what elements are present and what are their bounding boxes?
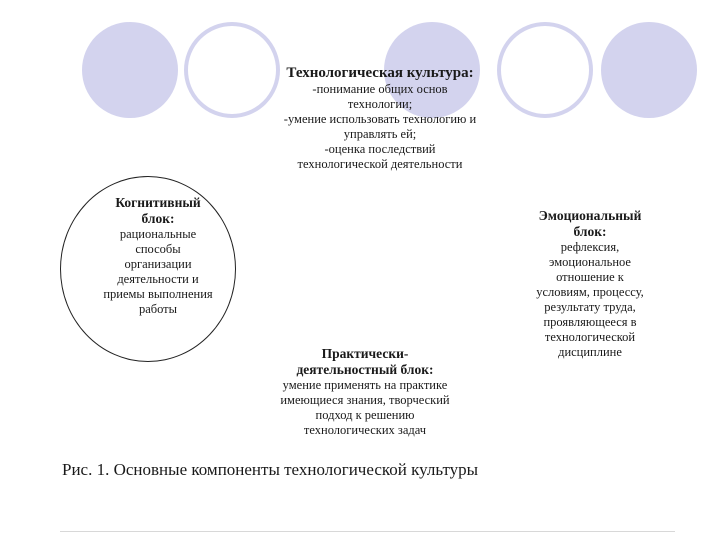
decorative-circle-5	[601, 22, 697, 118]
emotional-line: рефлексия,	[560, 240, 620, 254]
cognitive-title: Когнитивный блок:	[115, 195, 201, 226]
emotional-line: эмоциональное	[549, 255, 631, 269]
cognitive-line: работы	[138, 302, 178, 316]
emotional-block	[505, 208, 675, 360]
emotional-line: отношение к	[556, 270, 624, 284]
decorative-circle-4	[497, 22, 593, 118]
practical-line: подход к решению	[315, 408, 415, 422]
practical-line: имеющиеся знания, творческий	[280, 393, 450, 407]
cognitive-line: приемы выполнения	[103, 287, 213, 301]
technological-line: -умение использовать технологию и	[283, 112, 477, 126]
decorative-circle-1	[82, 22, 178, 118]
practical-line: технологических задач	[303, 423, 427, 437]
cognitive-line: рациональные	[119, 227, 197, 241]
emotional-title: Эмоциональный блок:	[538, 208, 642, 239]
emotional-line: технологической	[544, 330, 636, 344]
emotional-line: результату труда,	[544, 300, 636, 314]
technological-line: управлять ей;	[343, 127, 417, 141]
emotional-line: условиям, процессу,	[536, 285, 644, 299]
practical-block	[250, 346, 480, 438]
cognitive-line: деятельности и	[117, 272, 199, 286]
technological-line: технологической деятельности	[297, 157, 463, 171]
technological-culture-title: Технологическая культура:	[286, 65, 474, 81]
cognitive-line: способы	[135, 242, 181, 256]
bottom-divider	[60, 531, 675, 532]
practical-line: умение применять на практике	[282, 378, 448, 392]
practical-title: Практически-деятельностный блок:	[296, 346, 434, 377]
figure-caption: Рис. 1. Основные компоненты технологической культуры	[62, 460, 479, 479]
cognitive-line: организации	[124, 257, 192, 271]
emotional-line: дисциплине	[558, 345, 622, 359]
technological-line: -оценка последствий	[324, 142, 436, 156]
technological-culture-block	[255, 65, 505, 172]
cognitive-block	[83, 195, 233, 317]
emotional-line: проявляющееся в	[543, 315, 637, 329]
technological-line: технологии;	[347, 97, 413, 111]
technological-line: -понимание общих основ	[312, 82, 448, 96]
